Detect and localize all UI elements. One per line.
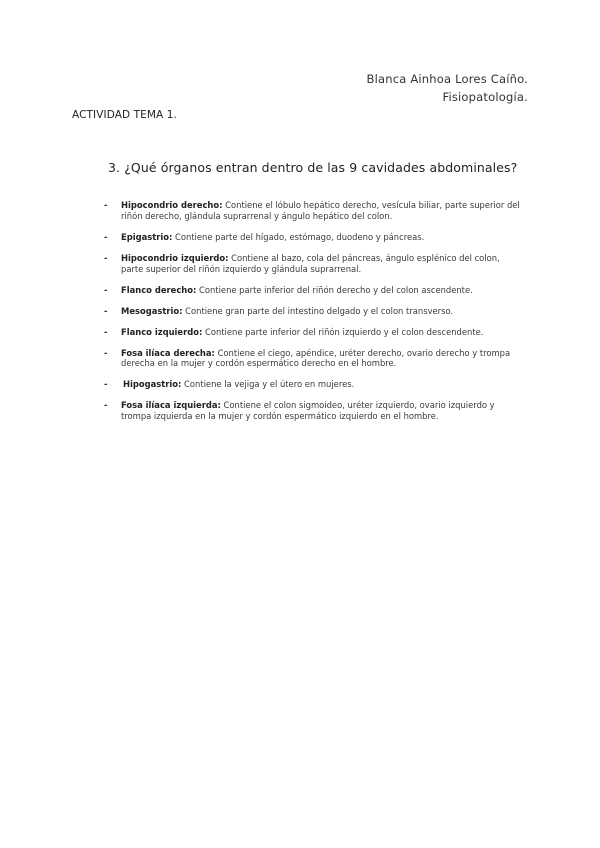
list-item [104,253,524,275]
region-term: Hipocondrio derecho: [121,200,223,210]
subject-name: Fisiopatología. [442,90,528,104]
list-bullet: - [104,305,108,316]
list-item [104,348,524,370]
region-description: Contiene al bazo, cola del páncreas, ángulo esplénico del colon, parte superior del riñón izquierdo y glándula suprarrenal. [121,252,500,274]
region-term: Flanco izquierdo: [121,326,203,337]
region-description: Contiene la vejiga y el útero en mujeres. [181,379,355,390]
region-description: Contiene el ciego, apéndice, uréter derecho, ovario derecho y trompa derecha en la mujer y cordón espermático derecho en el hombre. [121,347,511,369]
region-term: Flanco derecho: [121,284,197,295]
question-heading: 3. ¿Qué órganos entran dentro de las 9 cavidades abdominales? [108,160,518,175]
region-description: Contiene parte inferior del riñón izquierdo y el colon descendente. [202,326,484,337]
region-description: Contiene parte del hígado, estómago, duodeno y páncreas. [172,231,425,242]
region-term: Epigastrio: [121,231,173,242]
region-term: Hipogastrio: [123,379,182,390]
list-item [104,306,524,317]
list-item [104,232,524,243]
list-item [104,327,524,338]
region-description: Contiene parte inferior del riñón derecho y del colon ascendente. [196,284,473,295]
region-term: Fosa ilíaca izquierda: [121,400,221,411]
list-item [104,200,524,222]
region-description: Contiene gran parte del intestino delgado y el colon transverso. [182,305,454,316]
activity-title: ACTIVIDAD TEMA 1. [72,109,177,121]
author-name: Blanca Ainhoa Lores Caíño. [366,72,528,86]
region-term: Hipocondrio izquierdo: [121,252,229,263]
list-bullet: - [104,326,108,337]
list-bullet: - [104,379,108,390]
list-bullet: - [104,400,108,411]
region-term: Fosa ilíaca derecha: [121,347,215,358]
region-description: Contiene el lóbulo hepático derecho, vesícula biliar, parte superior del riñón derecho, glándula suprarrenal y ángulo hepático del colon. [121,200,520,221]
list-item [104,285,524,296]
list-item [104,400,524,422]
list-bullet: - [104,284,108,295]
list-bullet: - [104,231,108,242]
region-description: Contiene el colon sigmoideo, uréter izquierdo, ovario izquierdo y trompa izquierda en la mujer y cordón espermático izquierdo en el hombre. [121,400,495,422]
author-block [366,70,528,106]
region-term: Mesogastrio: [121,305,183,316]
list-bullet: - [104,200,108,210]
list-bullet: - [104,347,108,358]
regions-list [104,200,524,432]
list-bullet: - [104,252,108,263]
list-item [104,379,524,390]
